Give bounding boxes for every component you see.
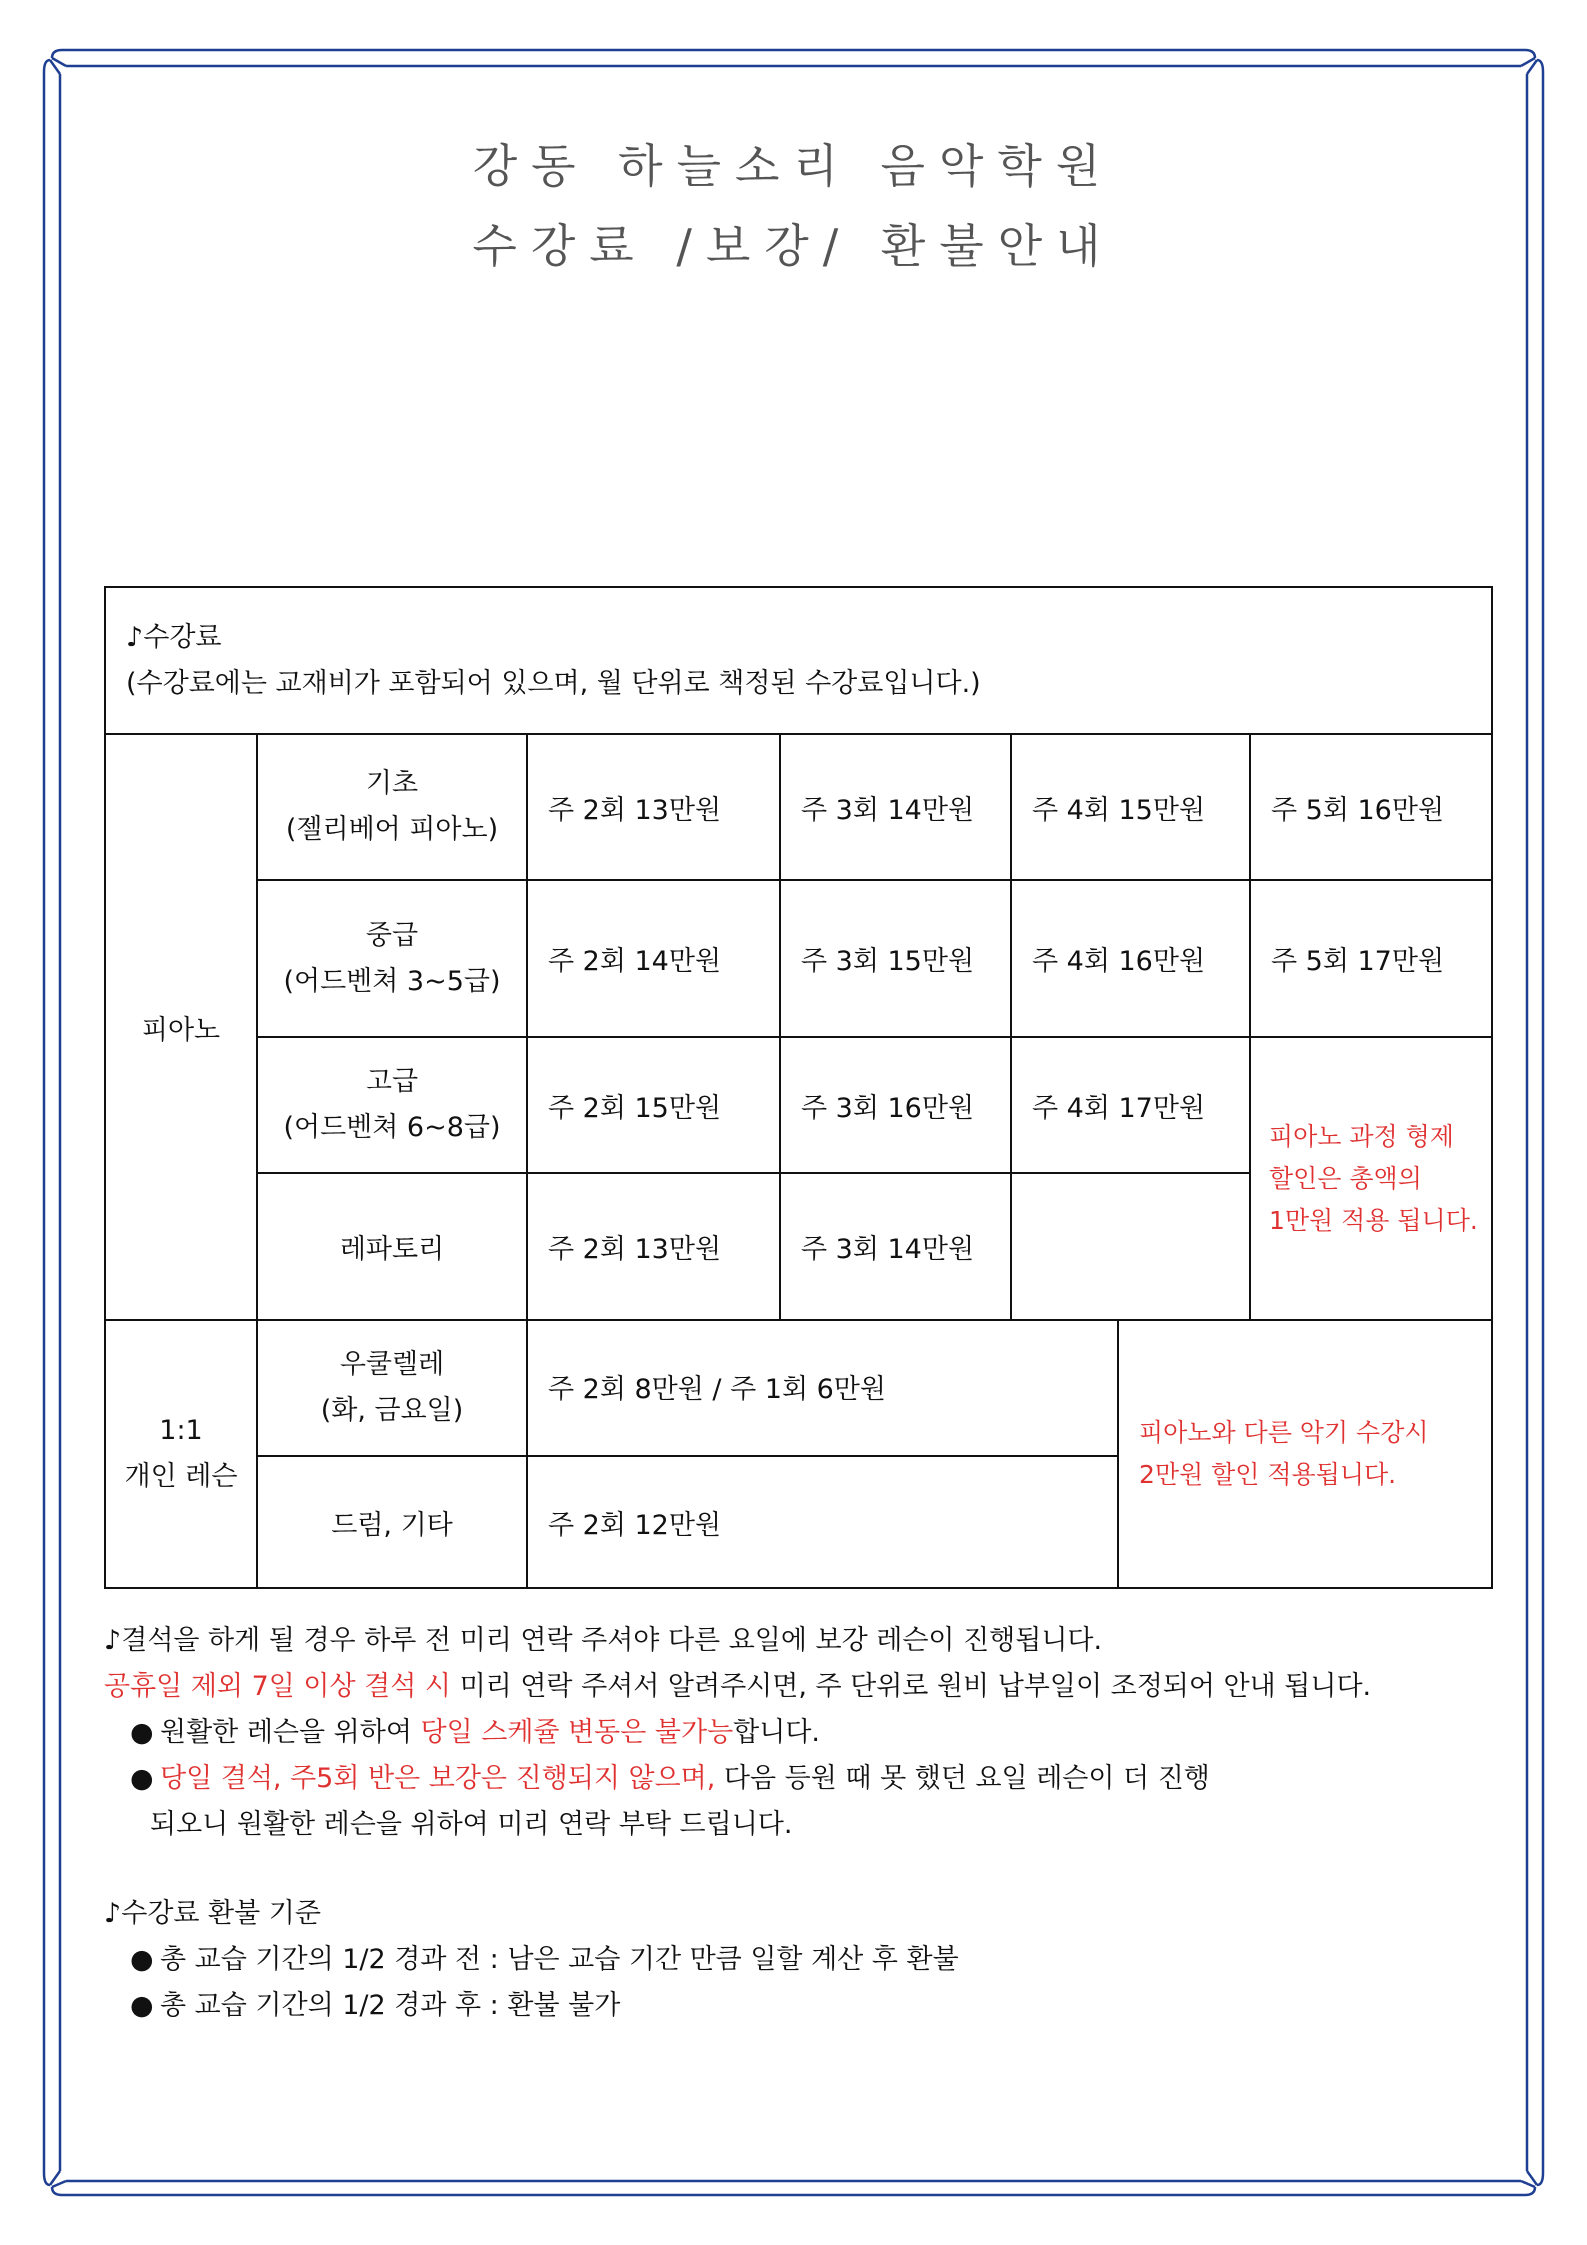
note-line: 피아노 과정 형제 bbox=[1269, 1121, 1454, 1151]
refund-item-text: 총 교습 기간의 1/2 경과 전 : 남은 교습 기간 만큼 일할 계산 후 환불 bbox=[160, 1944, 959, 1975]
fee-cell: 주 5회 16만원 bbox=[1250, 734, 1492, 880]
private-lesson-label bbox=[105, 1320, 257, 1588]
fee-cell: 주 3회 14만원 bbox=[780, 734, 1011, 880]
empty-cell bbox=[1011, 1173, 1250, 1320]
fee-cell: 주 4회 16만원 bbox=[1011, 880, 1250, 1037]
note-line: 1만원 적용 됩니다. bbox=[1269, 1205, 1478, 1235]
level-sub: (어드벤쳐 6~8급) bbox=[283, 1112, 501, 1143]
piano-discount-note bbox=[1250, 1037, 1492, 1320]
fee-heading: ♪수강료 bbox=[126, 621, 222, 653]
page-title: 강동 하늘소리 음악학원 bbox=[472, 139, 1115, 193]
refund-item-text: 총 교습 기간의 1/2 경과 후 : 환불 불가 bbox=[160, 1990, 621, 2021]
absence-red-text: 공휴일 제외 7일 이상 결석 시 bbox=[104, 1671, 451, 1702]
bullet-icon: ● bbox=[130, 1944, 154, 1975]
refund-item bbox=[130, 1982, 620, 2030]
absence-line-2 bbox=[104, 1663, 1371, 1711]
level-name: 기초 bbox=[365, 768, 419, 799]
fee-cell: 주 2회 13만원 bbox=[527, 734, 780, 880]
fee-subheading: (수강료에는 교재비가 포함되어 있으며, 월 단위로 책정된 수강료입니다.) bbox=[126, 667, 981, 699]
absence-line-1: ♪결석을 하게 될 경우 하루 전 미리 연락 주셔야 다른 요일에 보강 레슨이 진행됩니다. bbox=[104, 1625, 1103, 1656]
piano-label: 피아노 bbox=[105, 734, 257, 1320]
bullet-icon: ● bbox=[130, 1763, 154, 1794]
private-label-line2: 개인 레슨 bbox=[124, 1461, 238, 1492]
fee-cell: 주 2회 15만원 bbox=[527, 1037, 780, 1173]
bullet-red-text: 당일 결석, 주5회 반은 보강은 진행되지 않으며, bbox=[160, 1763, 716, 1794]
bullet-text: 합니다. bbox=[733, 1717, 820, 1748]
level-cell bbox=[257, 1037, 527, 1173]
fee-cell: 주 5회 17만원 bbox=[1250, 880, 1492, 1037]
note-line: 피아노와 다른 악기 수강시 bbox=[1139, 1418, 1429, 1447]
bullet-icon: ● bbox=[130, 1717, 154, 1748]
fee-cell: 주 2회 12만원 bbox=[527, 1456, 1118, 1588]
level-sub: (젤리베어 피아노) bbox=[285, 814, 499, 845]
absence-bullet bbox=[130, 1755, 1210, 1803]
fee-cell: 주 4회 15만원 bbox=[1011, 734, 1250, 880]
fee-cell: 주 3회 16만원 bbox=[780, 1037, 1011, 1173]
level-name: 중급 bbox=[365, 919, 419, 951]
fee-cell: 주 2회 14만원 bbox=[527, 880, 780, 1037]
fee-cell: 주 2회 8만원 / 주 1회 6만원 bbox=[527, 1320, 1118, 1456]
instrument-cell bbox=[257, 1320, 527, 1456]
private-discount-note bbox=[1118, 1320, 1492, 1588]
level-cell bbox=[257, 734, 527, 880]
bullet-icon: ● bbox=[130, 1990, 154, 2021]
fee-table-header bbox=[105, 587, 1492, 734]
fee-cell: 주 4회 17만원 bbox=[1011, 1037, 1250, 1173]
page-subtitle: 수강료 /보강/ 환불안내 bbox=[472, 219, 1115, 273]
level-name: 레파토리 bbox=[257, 1173, 527, 1320]
note-line: 2만원 할인 적용됩니다. bbox=[1139, 1460, 1397, 1489]
refund-item bbox=[130, 1936, 959, 1984]
level-sub: (어드벤쳐 3~5급) bbox=[283, 965, 501, 997]
fee-cell: 주 3회 15만원 bbox=[780, 880, 1011, 1037]
fee-cell: 주 2회 13만원 bbox=[527, 1173, 780, 1320]
absence-bullet-continued: 되오니 원활한 레슨을 위하여 미리 연락 부탁 드립니다. bbox=[150, 1809, 793, 1840]
instrument-name: 드럼, 기타 bbox=[257, 1456, 527, 1588]
level-cell bbox=[257, 880, 527, 1037]
level-name: 고급 bbox=[365, 1066, 419, 1097]
absence-bullet bbox=[130, 1709, 820, 1757]
absence-text: 미리 연락 주셔서 알려주시면, 주 단위로 원비 납부일이 조정되어 안내 됩니다. bbox=[451, 1671, 1372, 1702]
bullet-text: 원활한 레슨을 위하여 bbox=[160, 1717, 421, 1748]
instrument-sub: (화, 금요일) bbox=[320, 1395, 464, 1426]
private-label-line1: 1:1 bbox=[159, 1415, 203, 1446]
fee-cell: 주 3회 14만원 bbox=[780, 1173, 1011, 1320]
bullet-text: 다음 등원 때 못 했던 요일 레슨이 더 진행 bbox=[715, 1763, 1210, 1794]
fee-table bbox=[104, 586, 1493, 1589]
bullet-red-text: 당일 스케쥴 변동은 불가능 bbox=[420, 1717, 734, 1748]
instrument-name: 우쿨렐레 bbox=[339, 1349, 445, 1380]
note-line: 할인은 총액의 bbox=[1269, 1163, 1422, 1193]
refund-heading: ♪수강료 환불 기준 bbox=[104, 1898, 321, 1929]
